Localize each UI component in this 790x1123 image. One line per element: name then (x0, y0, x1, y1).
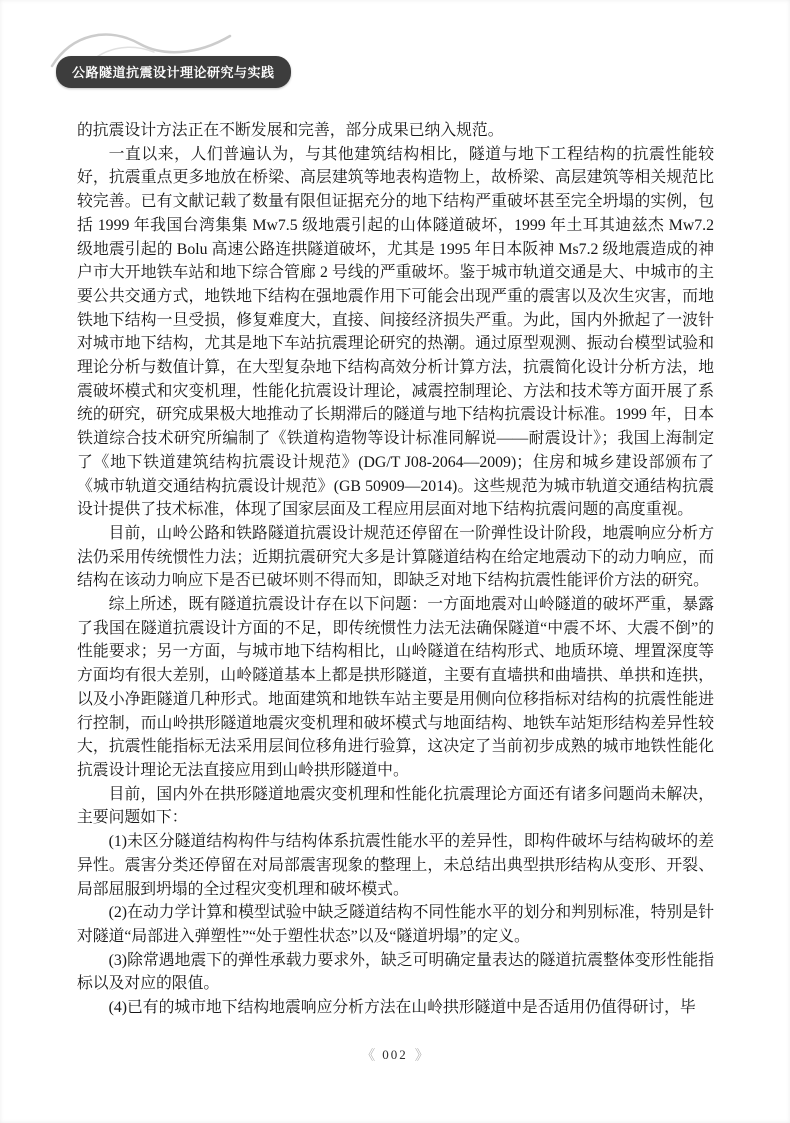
page-footer (0, 1045, 790, 1065)
page-number-left-ornament: 《 (361, 1049, 376, 1064)
page-number-right-ornament: 》 (414, 1049, 429, 1064)
book-title: 公路隧道抗震设计理论研究与实践 (72, 65, 275, 80)
paragraph-1: 的抗震设计方法正在不断发展和完善，部分成果已纳入规范。 (77, 122, 504, 139)
paragraph-4: 综上所述，既有隧道抗震设计存在以下问题：一方面地震对山岭隧道的破坏严重，暴露了我国在隧道抗震设计方面的不足，即传统惯性力法无法确保隧道“中震不坏、大震不倒”的性能要求；另一方面，与城市地下结构相比，山岭隧道在结构形式、地质环境、埋置深度等方面均有很大差别，山岭隧道基本上都是拱形隧道，主要有直墙拱和曲墙拱、单拱和连拱，以及小净距隧道几种形式。地面建筑和地铁车站主要是用侧向位移指标对结构的抗震性能进行控制，而山岭拱形隧道地震灾变机理和破坏模式与地面结构、地铁车站矩形结构差异性较大，抗震性能指标无法采用层间位移角进行验算，这决定了当前初步成熟的城市地铁性能化抗震设计理论无法直接应用到山岭拱形隧道中。 (77, 596, 714, 779)
paragraph-9-item-4: (4)已有的城市地下结构地震响应分析方法在山岭拱形隧道中是否适用仍值得研讨，毕 (108, 999, 696, 1017)
paragraph-3: 目前，山岭公路和铁路隧道抗震设计规范还停留在一阶弹性设计阶段，地震响应分析方法仍采用传统惯性力法；近期抗震研究大多是计算隧道结构在给定地震动下的动力响应，而结构在该动力响应下是否已破坏则不得而知，即缺乏对地下结构抗震性能评价方法的研究。 (77, 524, 714, 590)
page-content (77, 119, 714, 1020)
book-title-badge (56, 56, 291, 88)
paragraph-5: 目前，国内外在拱形隧道地震灾变机理和性能化抗震理论方面还有诸多问题尚未解决，主要问题如下： (77, 785, 714, 827)
page-number: 002 (382, 1047, 408, 1062)
paragraph-2: 一直以来，人们普遍认为，与其他建筑结构相比，隧道与地下工程结构的抗震性能较好，抗震重点更多地放在桥梁、高层建筑等地表构造物上，故桥梁、高层建筑等相关规范比较完善。已有文献记载了数量有限但证据充分的地下结构严重破坏甚至完全坍塌的实例，包括 1999 年我国台湾集集 Mw7.5 级地震引起的山体隧道破坏，1999 年土耳其迪兹杰 Mw7.2 级地震引起的 Bolu 高速公路连拱隧道破坏，尤其是 1995 年日本阪神 Ms7.2 级地震造成的神户市大开地铁车站和地下综合管廊 2 号线的严重破坏。鉴于城市轨道交通是大、中城市的主要公共交通方式，地铁地下结构在强地震作用下可能会出现严重的震害以及次生灾害，而地铁地下结构一旦受损，修复难度大，直接、间接经济损失严重。为此，国内外掀起了一波针对城市地下结构，尤其是地下车站抗震理论研究的热潮。通过原型观测、振动台模型试验和理论分析与数值计算，在大型复杂地下结构高效分析计算方法，抗震简化设计分析方法，地震破坏模式和灾变机理，性能化抗震设计理论，减震控制理论、方法和技术等方面开展了系统的研究，研究成果极大地推动了长期滞后的隧道与地下结构抗震设计标准。1999 年，日本铁道综合技术研究所编制了《铁道构造物等设计标准同解说——耐震设计》；我国上海制定了《地下铁道建筑结构抗震设计规范》(DG/T J08-2064—2009)；住房和城乡建设部颁布了《城市轨道交通结构抗震设计规范》(GB 50909—2014)。这些规范为城市轨道交通结构抗震设计提供了技术标准，体现了国家层面及工程应用层面对地下结构抗震问题的高度重视。 (77, 145, 714, 519)
paragraph-6-item-1: (1)未区分隧道结构构件与结构体系抗震性能水平的差异性，即构件破坏与结构破坏的差异性。震害分类还停留在对局部震害现象的整理上，未总结出典型拱形结构从变形、开裂、局部屈服到坍塌的全过程灾变机理和破坏模式。 (77, 833, 714, 898)
paragraph-7-item-2: (2)在动力学计算和模型试验中缺乏隧道结构不同性能水平的划分和判别标准，特别是针对隧道“局部进入弹塑性”“处于塑性状态”以及“隧道坍塌”的定义。 (77, 904, 714, 945)
paragraph-8-item-3: (3)除常遇地震下的弹性承载力要求外，缺乏可明确定量表达的隧道抗震整体变形性能指标以及对应的限值。 (77, 951, 714, 993)
page-header (48, 26, 328, 96)
